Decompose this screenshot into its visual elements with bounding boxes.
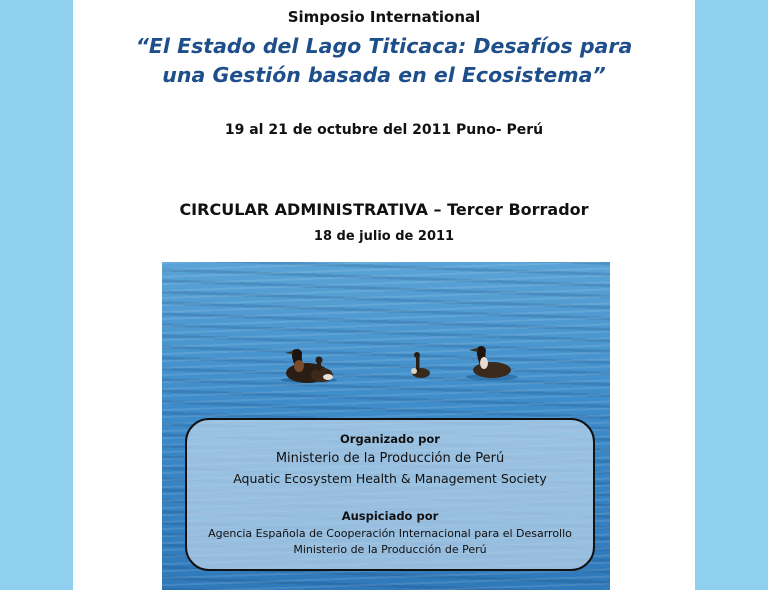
sponsor-aecid: Agencia Española de Cooperación Internacional para el Desarrollo xyxy=(208,527,572,540)
organizers-box xyxy=(185,418,595,571)
title-line-2: una Gestión basada en el Ecosistema” xyxy=(162,63,606,87)
circular-date: 18 de julio de 2011 xyxy=(313,229,455,244)
circular-title: CIRCULAR ADMINISTRATIVA – Tercer Borrador xyxy=(179,200,589,219)
organizer-aehms: Aquatic Ecosystem Health & Management Society xyxy=(233,471,547,486)
document-page xyxy=(73,0,695,590)
symposium-heading: Simposio International xyxy=(287,8,481,26)
grebe-bird xyxy=(469,346,511,378)
organized-by-label: Organizado por xyxy=(340,432,440,446)
grebe-bird-small xyxy=(411,352,430,378)
sponsor-ministry: Ministerio de la Producción de Perú xyxy=(293,543,487,556)
symposium-title xyxy=(73,32,695,90)
event-dates: 19 al 21 de octubre del 2011 Puno- Perú xyxy=(224,122,544,138)
lake-photo xyxy=(162,262,610,590)
sponsored-by-label: Auspiciado por xyxy=(341,509,439,523)
organizer-ministry: Ministerio de la Producción de Perú xyxy=(275,451,505,466)
title-line-1: “El Estado del Lago Titicaca: Desafíos para xyxy=(135,34,633,58)
